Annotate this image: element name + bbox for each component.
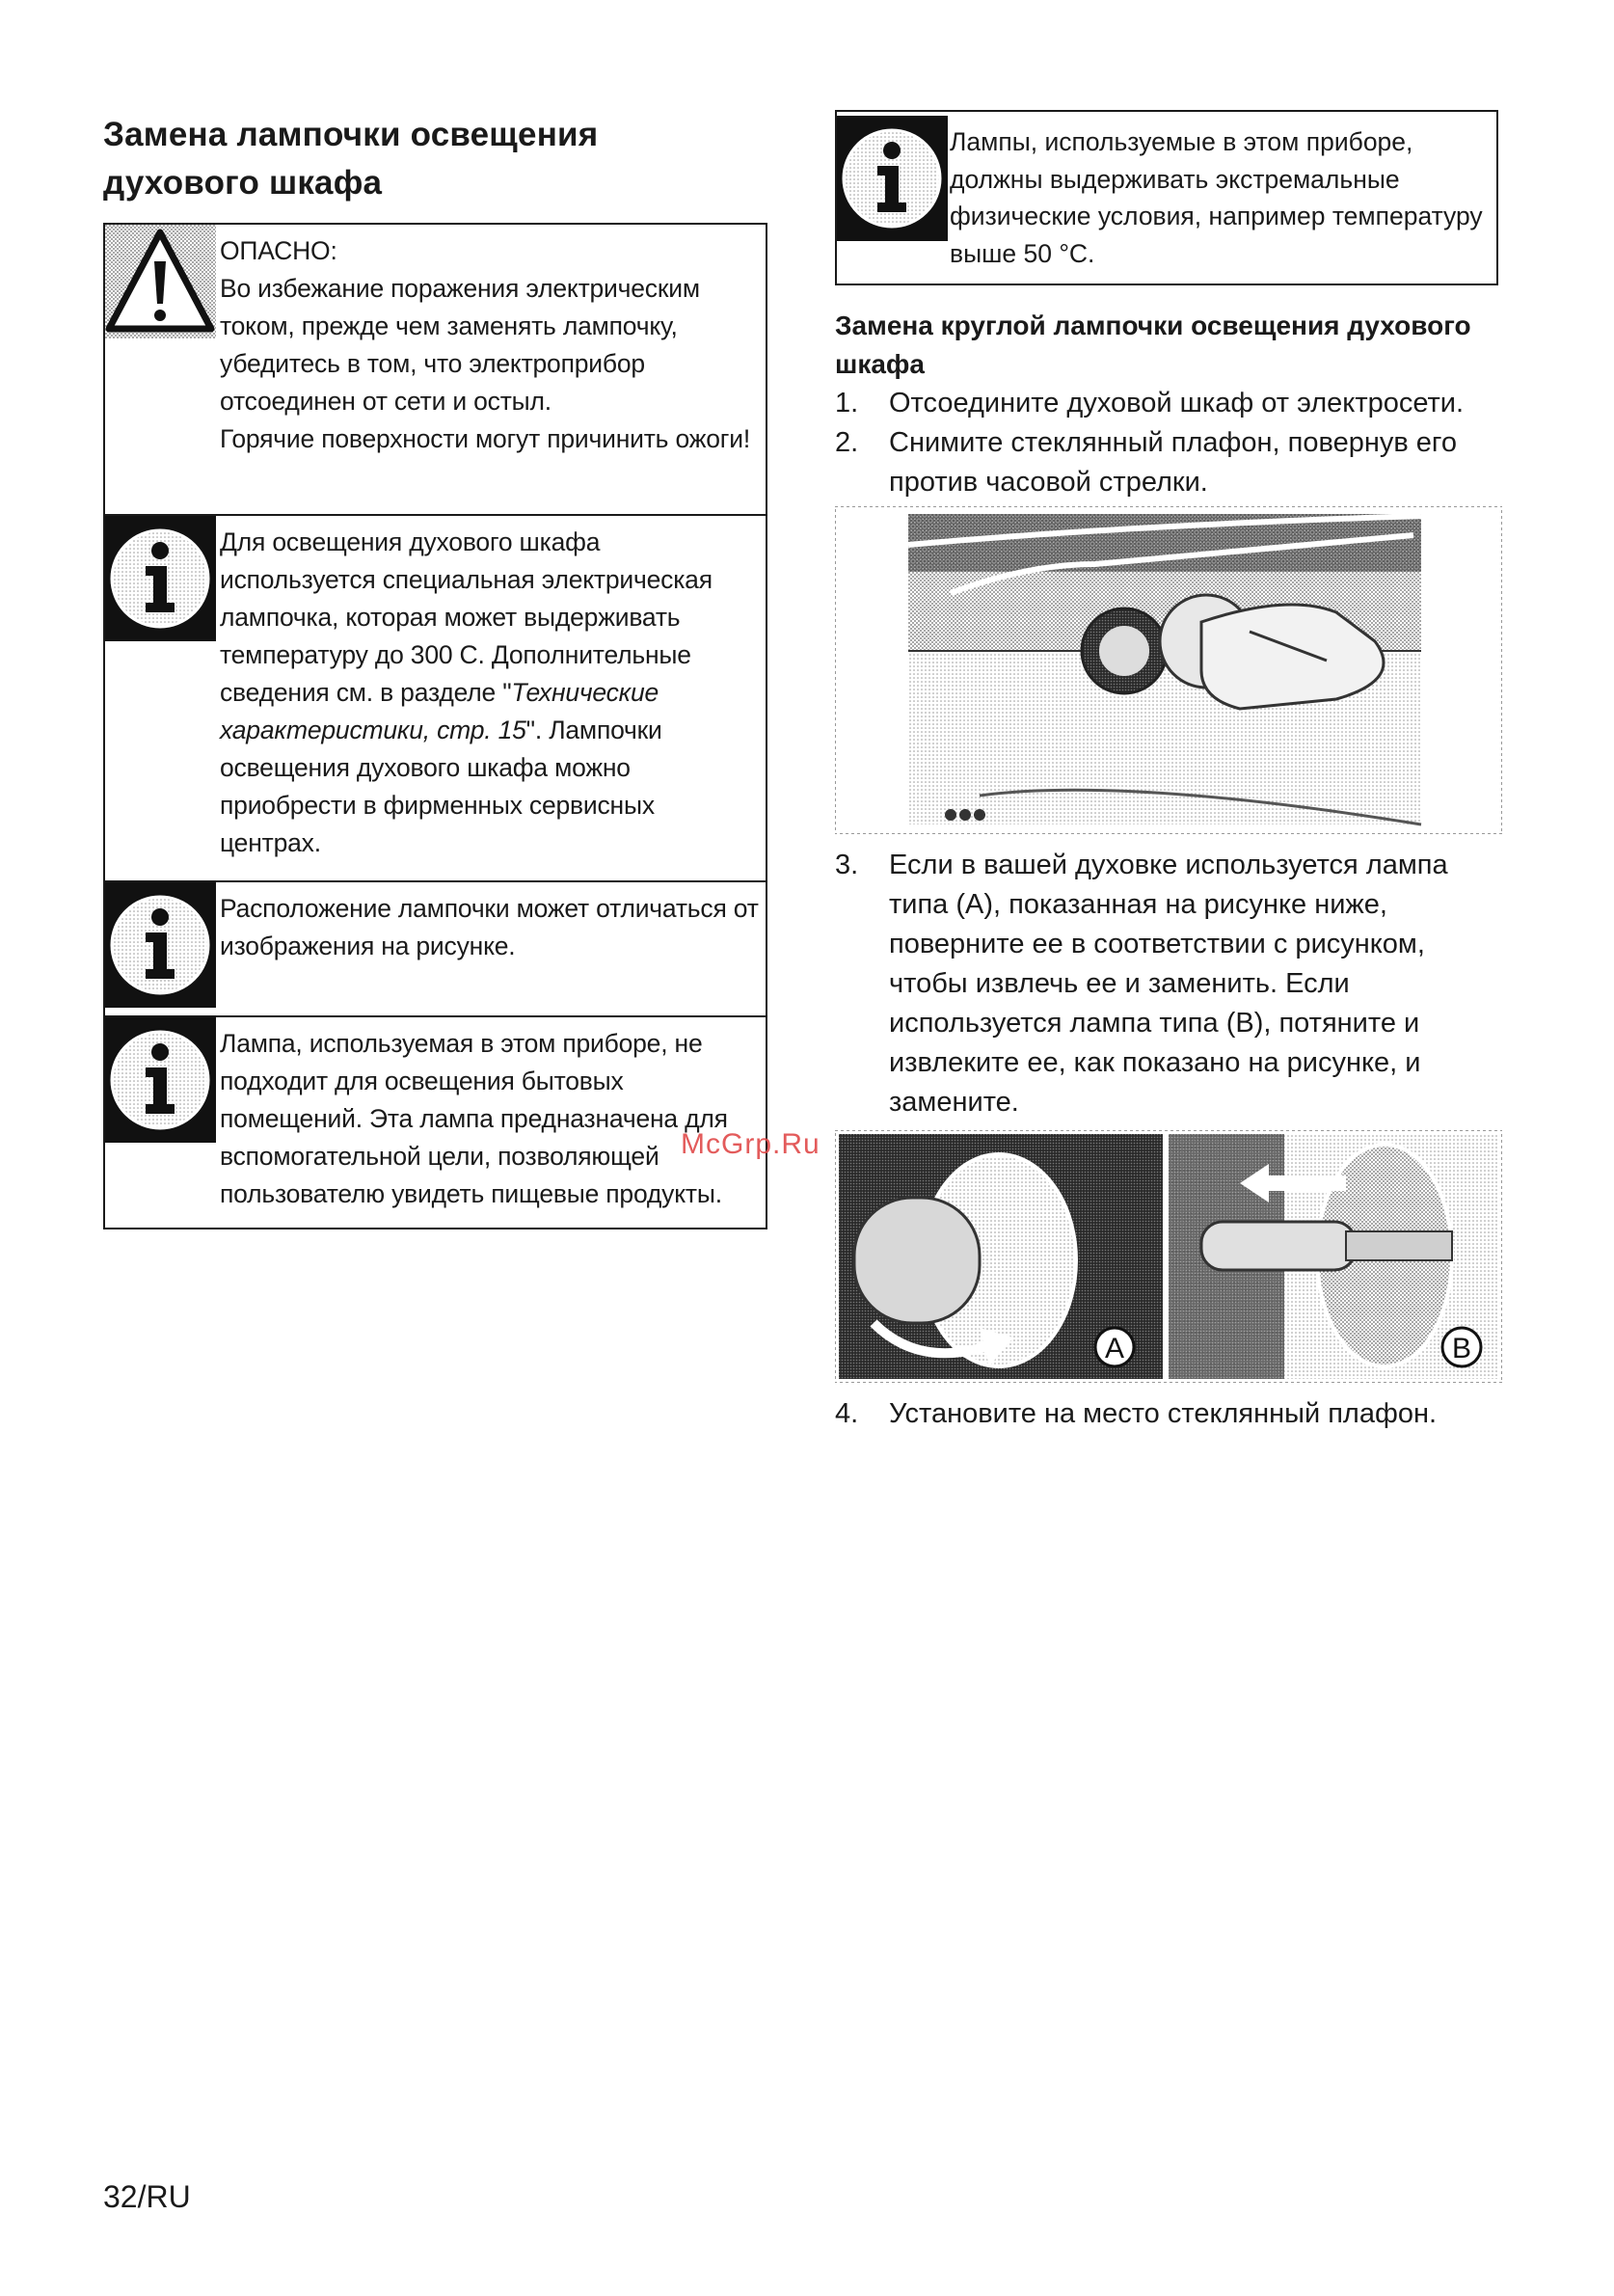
info-bulb-text-b: ". Лампочки освещения духового шкафа можно приобрести в фирменных сервисных центрах. <box>220 716 662 857</box>
step-number: 3. <box>835 850 859 880</box>
info-bulb-text <box>216 516 766 874</box>
subsection-title: Замена круглой лампочки освещения духового шкафа <box>835 311 1471 379</box>
step-text: Если в вашей духовке используется лампа типа (A), показанная на рисунке ниже, поверните ее в соответствии с рисунком, чтобы извлечь ее и заменить. Если используется лампа типа (B), потяните и извлеките ее, как показано на рисунке, и замените. <box>889 850 1448 1118</box>
danger-notice <box>105 225 766 514</box>
step-item <box>835 423 1502 502</box>
oven-lamp-cover-illustration <box>835 506 1502 834</box>
info-location-body: Расположение лампочки может отличаться от изображения на рисунке. <box>220 894 759 960</box>
section-title-line2: духового шкафа <box>103 164 383 202</box>
figure-remove-cover <box>835 506 1502 834</box>
info-notice-bulb <box>105 514 766 880</box>
right-column <box>835 110 1502 1434</box>
danger-text <box>216 225 766 470</box>
info-icon <box>837 112 948 284</box>
notice-stack <box>103 223 767 1229</box>
info-notice-purpose <box>105 1015 766 1228</box>
info-bulb-text-a: Для освещения духового шкафа используется специальная электрическая лампочка, которая может выдерживать температуру до 300 С. Дополнительные сведения см. в разделе " <box>220 527 713 707</box>
warning-triangle-icon <box>105 225 216 343</box>
lamp-type-b-panel <box>1169 1134 1498 1379</box>
watermark: McGrp.Ru <box>681 1128 820 1160</box>
info-notice-conditions <box>835 110 1498 285</box>
lamp-type-a-panel <box>839 1134 1163 1379</box>
lamp-type-b-label: B <box>1451 1333 1472 1364</box>
info-location-text <box>216 882 766 977</box>
danger-body: Во избежание поражения электрическим током, прежде чем заменять лампочку, убедитесь в том, что электроприбор отсоединен от сети и остыл. <box>220 274 700 416</box>
lamp-type-illustration <box>835 1130 1502 1383</box>
info-purpose-body: Лампа, используемая в этом приборе, не подходит для освещения бытовых помещений. Эта лампа предназначена для вспомогательной цели, позволяющей пользователю увидеть пищевые продукты. <box>220 1029 728 1208</box>
info-notice-location <box>105 880 766 1015</box>
step-text: Отсоедините духовой шкаф от электросети. <box>889 388 1465 419</box>
section-title <box>103 111 767 207</box>
left-column <box>103 111 767 1229</box>
spec-reference: Технические характеристики, стр. 15 <box>220 678 659 744</box>
info-conditions-text: Лампы, используемые в этом приборе, должны выдерживать экстремальные физические условия, например температуру выше 50 °C. <box>950 127 1483 268</box>
steps-list-continued <box>835 846 1502 1122</box>
danger-body-2: Горячие поверхности могут причинить ожоги! <box>220 424 750 453</box>
info-icon <box>105 882 216 1013</box>
steps-list-final <box>835 1394 1502 1434</box>
step-item <box>835 384 1502 423</box>
figure-lamp-types <box>835 1130 1502 1383</box>
danger-heading: ОПАСНО: <box>220 236 337 265</box>
page-number: 32/RU <box>103 2179 191 2214</box>
step-text: Снимите стеклянный плафон, повернув его против часовой стрелки. <box>889 427 1458 498</box>
step-number: 2. <box>835 427 859 458</box>
step-number: 4. <box>835 1398 859 1429</box>
step-text: Установите на место стеклянный плафон. <box>889 1398 1438 1429</box>
info-icon <box>105 516 216 646</box>
lamp-type-a-label: A <box>1104 1333 1125 1364</box>
step-number: 1. <box>835 388 859 419</box>
info-icon <box>105 1017 216 1148</box>
steps-list <box>835 384 1502 502</box>
info-purpose-text <box>216 1017 766 1225</box>
step-item <box>835 846 1502 1122</box>
section-title-line1: Замена лампочки освещения <box>103 116 599 153</box>
step-item <box>835 1394 1502 1434</box>
